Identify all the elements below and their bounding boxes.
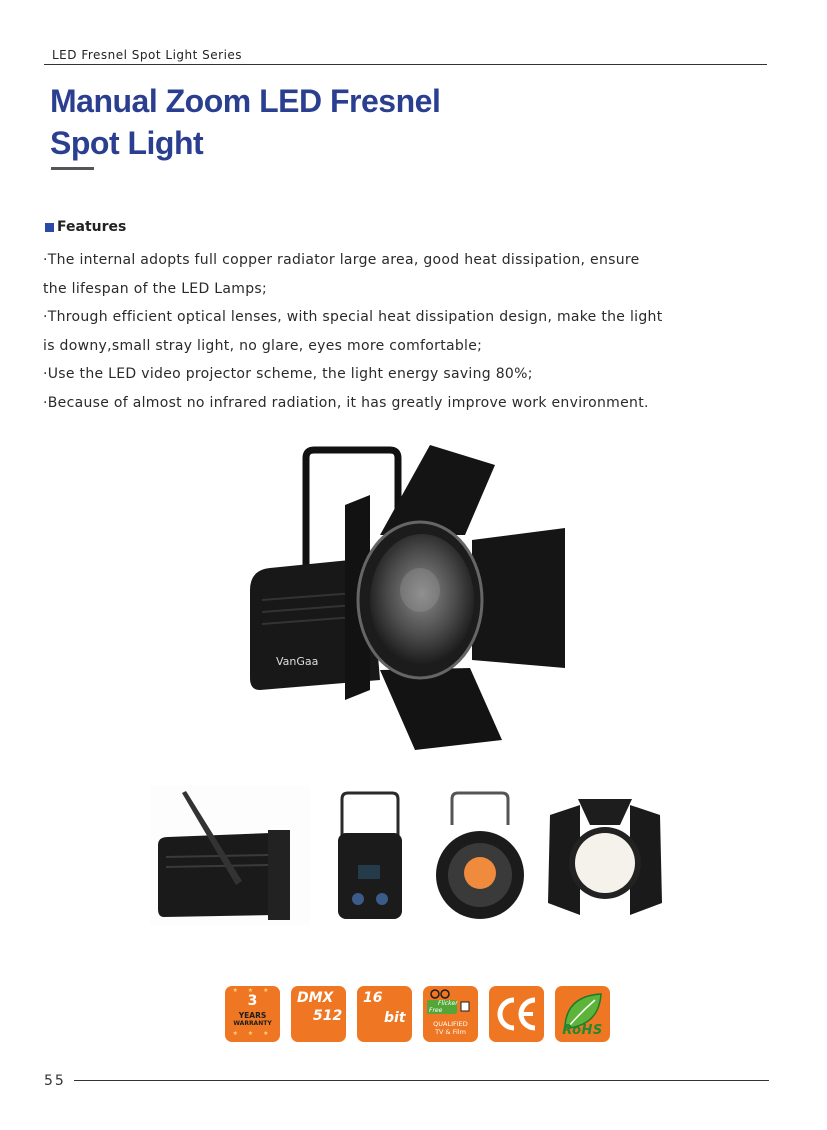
warranty-badge: [225, 986, 280, 1042]
dmx-channel: 512: [313, 1008, 343, 1024]
thumbnail-front-warm-view: [430, 785, 530, 925]
title-line-1: Manual Zoom LED Fresnel: [50, 83, 441, 119]
square-bullet-icon: [45, 223, 54, 232]
rohs-badge: [555, 986, 610, 1042]
feature-line: ·Use the LED video projector scheme, the light energy saving 80%;: [43, 366, 533, 383]
features-heading: [45, 219, 126, 235]
feature-line: the lifespan of the LED Lamps;: [43, 280, 267, 297]
certification-badges: [225, 986, 610, 1042]
ce-badge: [489, 986, 544, 1042]
feature-line: is downy,small stray light, no glare, eyes more comfortable;: [43, 337, 483, 354]
hero-product-image: [240, 440, 600, 770]
brand-logo: VanGaa: [276, 655, 319, 668]
title-line-2: Spot Light: [50, 125, 204, 161]
top-rule: [44, 64, 767, 65]
tv-film-label: TV & Film: [435, 1028, 466, 1036]
stars-icon: ★ ★ ★: [232, 1030, 273, 1037]
warranty-label: WARRANTY: [233, 1020, 272, 1027]
ce-mark-icon: [489, 986, 544, 1042]
bottom-rule: [74, 1080, 769, 1081]
page-number: 55: [44, 1073, 66, 1089]
features-heading-text: Features: [57, 219, 127, 235]
title-underline: [51, 167, 94, 170]
series-label: LED Fresnel Spot Light Series: [52, 48, 243, 62]
stars-icon: ★ ★ ★: [232, 987, 273, 994]
warranty-years-number: 3: [247, 993, 258, 1009]
thumbnail-rear-view: [330, 785, 410, 925]
thumbnail-side-view: [150, 785, 310, 925]
thumbnail-front-white-view: [540, 785, 670, 925]
feature-line: ·The internal adopts full copper radiator large area, good heat dissipation, ensure: [43, 252, 640, 268]
dmx-badge: [291, 986, 346, 1042]
bit-label: bit: [384, 1010, 406, 1026]
bit-number: 16: [363, 990, 383, 1006]
rohs-label: RoHS: [562, 1023, 603, 1038]
features-list: [43, 246, 743, 418]
warranty-years-label: YEARS: [238, 1011, 267, 1020]
qualified-label: QUALIFIED: [433, 1020, 468, 1028]
dmx-label: DMX: [297, 990, 334, 1006]
flicker-label: Flicker: [438, 1000, 458, 1007]
feature-line: ·Because of almost no infrared radiation, it has greatly improve work environment.: [43, 394, 649, 411]
product-thumbnails: [150, 785, 678, 925]
free-label: Free: [429, 1007, 443, 1014]
feature-line: ·Through efficient optical lenses, with special heat dissipation design, make the light: [43, 309, 663, 326]
bit-depth-badge: [357, 986, 412, 1042]
flicker-free-badge: [423, 986, 478, 1042]
page-title: [50, 80, 440, 164]
